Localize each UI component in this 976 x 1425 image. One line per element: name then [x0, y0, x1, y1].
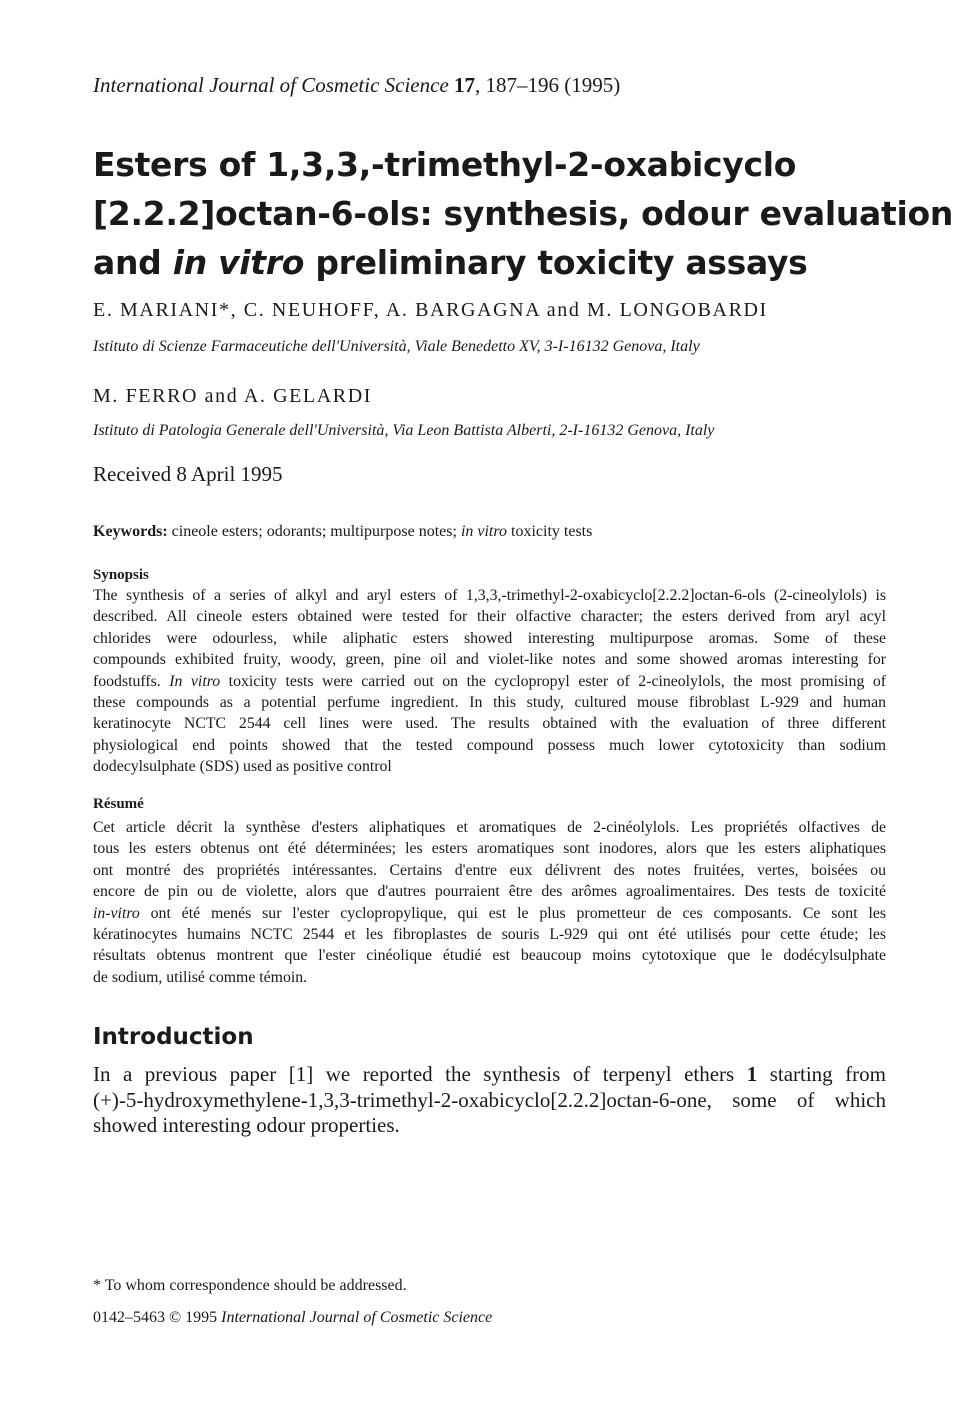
introduction-line-1-post: starting from [757, 1062, 886, 1086]
copyright-issn: 0142–5463 © 1995 [93, 1309, 222, 1326]
title-line-1: Esters of 1,3,3,-trimethyl-2-oxabicyclo [93, 145, 797, 184]
resume-line: encore de pin ou de violette, alors que d'autres pourraient être des arômes agroalimentaires. Des tests de toxicité [93, 883, 886, 901]
resume-line: kératinocytes humains NCTC 2544 et les fibroplastes de souris L-929 qui ont été utilisés pour cette étude; les [93, 925, 886, 943]
synopsis-line-5-italic: In vitro [169, 672, 221, 690]
introduction-paragraph [93, 1062, 886, 1139]
keywords-label: Keywords: [93, 523, 168, 540]
synopsis-line: described. All cineole esters obtained were tested for their olfactive character; the esters derived from aryl acyl [93, 608, 886, 626]
synopsis-line-5-pre: foodstuffs. [93, 672, 161, 690]
authors-group-1: E. MARIANI*, C. NEUHOFF, A. BARGAGNA and M. LONGOBARDI [93, 299, 768, 321]
synopsis-heading: Synopsis [93, 567, 149, 583]
correspondence-footnote: * To whom correspondence should be addressed. [93, 1277, 407, 1294]
resume-line-5-italic: in-vitro [93, 904, 140, 922]
keywords-text-pre: cineole esters; odorants; multipurpose notes; [167, 523, 461, 540]
title-line-3-post: preliminary toxicity assays [304, 243, 808, 282]
received-date: Received 8 April 1995 [93, 462, 283, 486]
introduction-line-1-pre: In a previous paper [1] we reported the synthesis of terpenyl ethers [93, 1062, 747, 1086]
journal-volume: 17 [454, 73, 476, 97]
resume-heading: Résumé [93, 796, 144, 812]
resume-line [93, 903, 886, 924]
title-line-2: [2.2.2]octan-6-ols: synthesis, odour evaluation [93, 194, 954, 233]
keywords-text-post: toxicity tests [507, 523, 593, 540]
journal-name: International Journal of Cosmetic Science [93, 73, 449, 97]
title-line-3 [93, 238, 913, 287]
affiliation-2: Istituto di Patologia Generale dell'Università, Via Leon Battista Alberti, 2-I-16132 Genova, Italy [93, 422, 715, 439]
compound-number: 1 [746, 1062, 758, 1086]
introduction-heading: Introduction [93, 1024, 254, 1050]
resume-line: résultats obtenus montrent que l'ester cinéolique étudié est beaucoup moins cytotoxique que le dodécylsulphate [93, 947, 886, 965]
synopsis-line: chlorides were odourless, while aliphatic esters showed interesting multipurpose aromas. Some of these [93, 629, 886, 647]
synopsis-line: The synthesis of a series of alkyl and aryl esters of 1,3,3,-trimethyl-2-oxabicyclo[2.2.2]octan-6-ols (2-cineolylols) is [93, 587, 886, 604]
synopsis-line: physiological end points showed that the tested compound possess much lower cytotoxicity than sodium [93, 736, 886, 754]
title-line-3-italic: in vitro [172, 243, 305, 282]
keywords-text-italic: in vitro [460, 523, 508, 540]
affiliation-1: Istituto di Scienze Farmaceutiche dell'Università, Viale Benedetto XV, 3-I-16132 Genova, Italy [93, 338, 700, 355]
introduction-line-3: showed interesting odour properties. [93, 1113, 400, 1137]
paper-title [93, 140, 954, 287]
introduction-line-2: (+)-5-hydroxymethylene-1,3,3-trimethyl-2-oxabicyclo[2.2.2]octan-6-one, some of which [93, 1087, 886, 1112]
synopsis-line: compounds exhibited fruity, woody, green, pine oil and violet-like notes and some showed aromas interesting for [93, 651, 886, 669]
resume-line: Cet article décrit la synthèse d'esters aliphatiques et aromatiques de 2-cinéolylols. Les propriétés olfactives de [93, 819, 886, 836]
synopsis-line: these compounds as a potential perfume ingredient. In this study, cultured mouse fibroblast L-929 and human [93, 693, 886, 711]
keywords [93, 522, 592, 542]
synopsis-line: dodecylsulphate (SDS) used as positive control [93, 758, 392, 776]
copyright-journal: International Journal of Cosmetic Science [221, 1309, 493, 1326]
synopsis-line-5-post: toxicity tests were carried out on the cyclopropyl ester of 2-cineolylols, the most promising of [220, 672, 887, 690]
authors-group-2: M. FERRO and A. GELARDI [93, 385, 373, 407]
resume-line: tous les esters obtenus ont été déterminées; les esters aromatiques sont inodores, alors que les esters aliphatiques [93, 840, 886, 858]
resume-line-5-post: ont été menés sur l'ester cyclopropylique, qui est le plus prometteur de ces composants. Ce sont les [139, 904, 886, 922]
synopsis-paragraph [93, 585, 886, 778]
journal-citation [93, 72, 893, 98]
introduction-line-1 [93, 1062, 886, 1088]
synopsis-line [93, 671, 886, 692]
resume-paragraph [93, 817, 886, 988]
copyright-line [93, 1308, 492, 1328]
journal-pages-year: , 187–196 (1995) [475, 73, 621, 97]
title-line-3-pre: and [93, 243, 173, 282]
resume-line: ont montré des propriétés intéressantes. Certains d'entre eux délivrent des notes fruitées, vertes, boisées ou [93, 861, 886, 879]
resume-line: de sodium, utilisé comme témoin. [93, 968, 308, 986]
synopsis-line: keratinocyte NCTC 2544 cell lines were used. The results obtained with the evaluation of three different [93, 715, 886, 733]
